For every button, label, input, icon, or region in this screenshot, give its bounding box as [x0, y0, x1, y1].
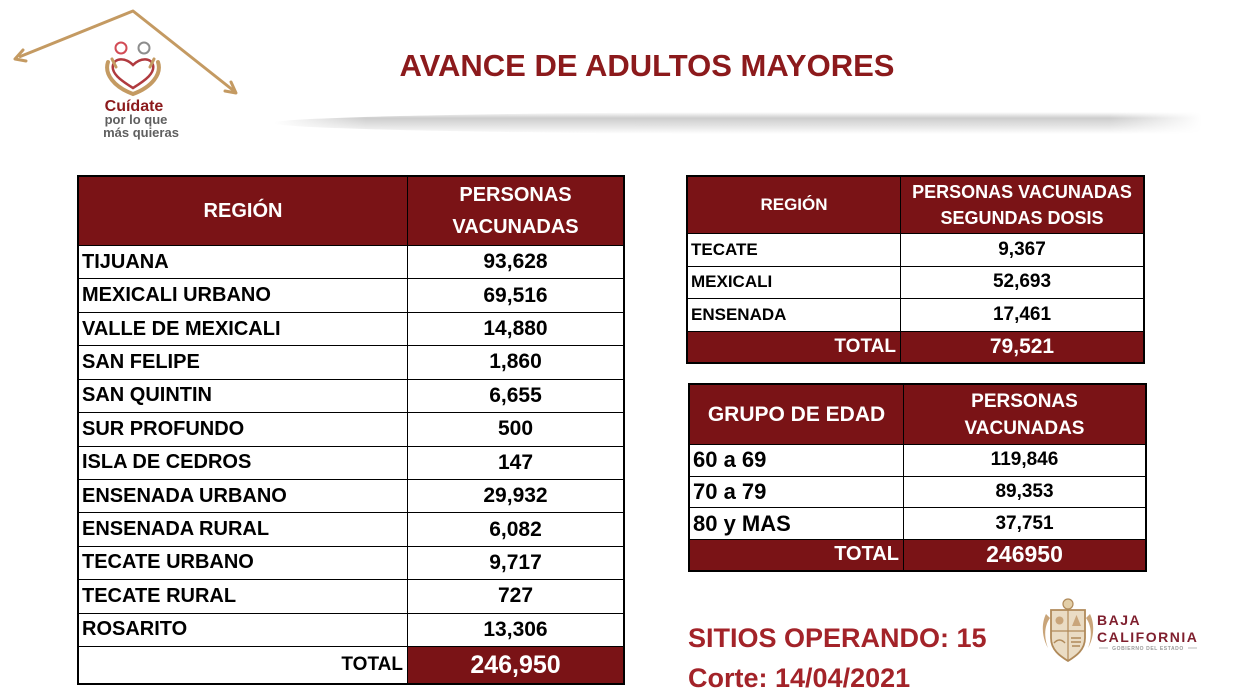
vaccinated-count: 727 [408, 580, 623, 612]
total-value: 246,950 [408, 647, 623, 683]
cutoff-date-text: Corte: 14/04/2021 [688, 663, 911, 693]
vaccinated-count: 6,082 [408, 513, 623, 545]
header-age-group [690, 385, 903, 444]
header-vaccinated [904, 385, 1145, 444]
vaccinated-count: 69,516 [408, 279, 623, 311]
header-region [688, 177, 900, 233]
operating-sites-text: SITIOS OPERANDO: 15 [688, 623, 987, 653]
gov-logo-line-2: CALIFORNIA [1097, 629, 1199, 645]
total-label: TOTAL [688, 332, 900, 362]
logo-line-3: más quieras [103, 125, 179, 140]
vaccinated-count: 13,306 [408, 614, 623, 646]
region-name: ENSENADA RURAL [79, 513, 407, 545]
vaccinated-count: 119,846 [904, 445, 1145, 476]
header-region-label: REGIÓN [760, 195, 828, 214]
baja-california-logo [1040, 598, 1205, 664]
vaccinated-count: 29,932 [408, 480, 623, 512]
age-group-name: 70 a 79 [690, 477, 903, 508]
cuidate-logo [0, 0, 250, 145]
total-value: 79,521 [901, 332, 1143, 362]
vaccinated-count: 500 [408, 413, 623, 445]
region-name: ENSENADA URBANO [79, 480, 407, 512]
vaccinated-count: 1,860 [408, 346, 623, 378]
total-label: TOTAL [690, 540, 903, 570]
header-vaccinated-label: PERSONAS VACUNADAS [452, 184, 579, 238]
page-title: AVANCE DE ADULTOS MAYORES [399, 48, 895, 83]
header-region-label: REGIÓN [203, 199, 283, 222]
regions-table [77, 175, 625, 685]
gov-logo-line-1: BAJA [1097, 612, 1142, 628]
vaccinated-count: 6,655 [408, 380, 623, 412]
region-name: TECATE URBANO [79, 547, 407, 579]
second-dose-table [686, 175, 1145, 364]
vaccinated-count: 52,693 [901, 267, 1143, 299]
header-second-dose-label: PERSONAS VACUNADAS SEGUNDAS DOSIS [912, 182, 1132, 228]
region-name: TECATE [688, 234, 900, 266]
region-name: SAN FELIPE [79, 346, 407, 378]
header-vaccinated-label: PERSONAS VACUNADAS [964, 390, 1085, 439]
vaccinated-count: 17,461 [901, 299, 1143, 331]
vaccinated-count: 9,367 [901, 234, 1143, 266]
region-name: VALLE DE MEXICALI [79, 313, 407, 345]
logo-line-1: Cuídate [104, 98, 164, 115]
total-value: 246950 [904, 540, 1145, 570]
region-name: MEXICALI [688, 267, 900, 299]
gov-logo-line-3: GOBIERNO DEL ESTADO [1112, 646, 1184, 652]
logo-line-2: por lo que [104, 112, 168, 127]
age-group-table [688, 383, 1147, 572]
region-name: SUR PROFUNDO [79, 413, 407, 445]
header-second-dose [901, 177, 1143, 233]
region-name: ENSENADA [688, 299, 900, 331]
region-name: TECATE RURAL [79, 580, 407, 612]
region-name: SAN QUINTIN [79, 380, 407, 412]
family-heads-icon [116, 43, 150, 54]
hands-heart-icon [107, 59, 159, 94]
title-shadow-divider [274, 112, 1202, 134]
vaccinated-count: 14,880 [408, 313, 623, 345]
state-shield-icon [1043, 599, 1093, 661]
age-group-name: 60 a 69 [690, 445, 903, 476]
vaccinated-count: 93,628 [408, 246, 623, 278]
header-vaccinated [408, 177, 623, 245]
vaccinated-count: 37,751 [904, 508, 1145, 539]
vaccinated-count: 9,717 [408, 547, 623, 579]
region-name: ISLA DE CEDROS [79, 447, 407, 479]
age-group-name: 80 y MAS [690, 508, 903, 539]
region-name: TIJUANA [79, 246, 407, 278]
total-label: TOTAL [79, 647, 407, 683]
header-region [79, 177, 407, 245]
region-name: ROSARITO [79, 614, 407, 646]
region-name: MEXICALI URBANO [79, 279, 407, 311]
vaccinated-count: 147 [408, 447, 623, 479]
vaccinated-count: 89,353 [904, 477, 1145, 508]
header-age-group-label: GRUPO DE EDAD [707, 402, 886, 426]
